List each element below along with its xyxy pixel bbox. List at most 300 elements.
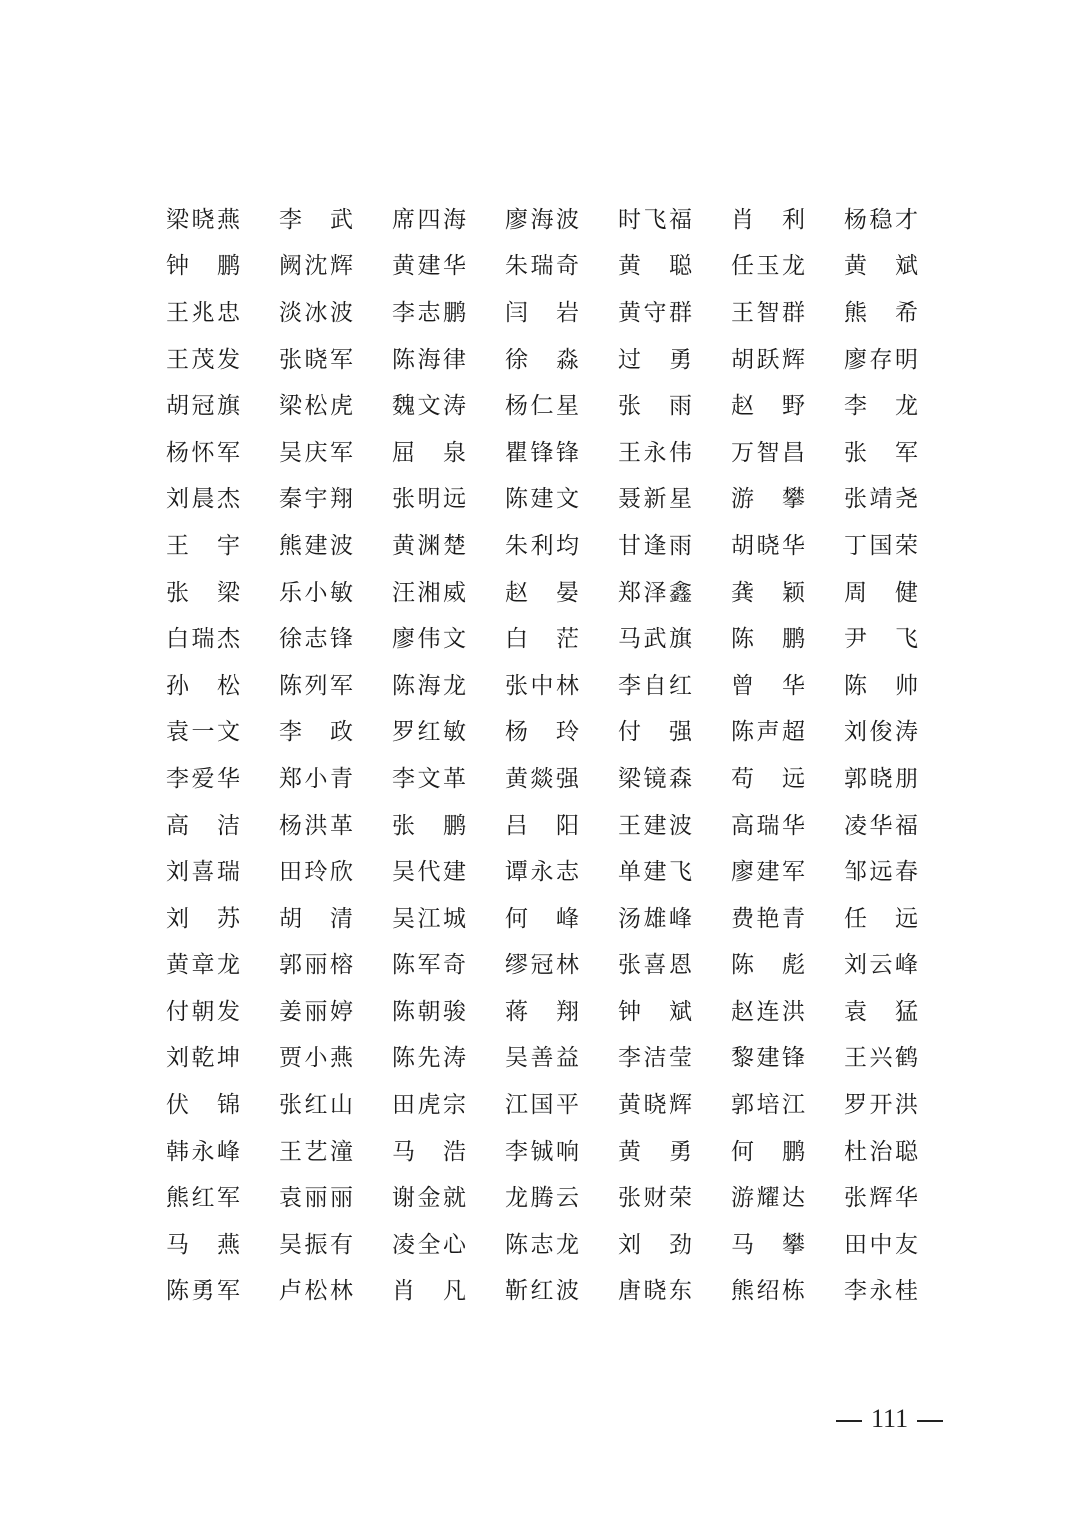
name-entry — [618, 628, 731, 651]
name-entry — [731, 765, 844, 792]
name-text: 张 中 林 — [505, 672, 579, 699]
name-text: 龚 颖 — [731, 579, 805, 606]
name-text: 游 攀 — [731, 486, 805, 513]
name-text: 郭 晓 朋 — [844, 765, 918, 792]
name-entry — [505, 488, 618, 511]
name-entry — [505, 1231, 618, 1258]
name-entry — [731, 488, 844, 511]
name-text: 田 虎 宗 — [392, 1092, 466, 1119]
name-entry — [392, 812, 505, 839]
name-row — [166, 383, 926, 430]
name-text: 张 军 — [844, 439, 918, 466]
name-entry — [166, 998, 279, 1025]
name-entry — [505, 721, 618, 744]
name-text: 黄 燚 强 — [505, 765, 579, 792]
name-text: 陈 列 军 — [279, 672, 353, 699]
page-number-value: 111 — [871, 1404, 909, 1433]
name-entry — [505, 299, 618, 326]
name-text: 淡 冰 波 — [279, 299, 353, 326]
name-text: 吴 代 建 — [392, 859, 466, 886]
name-text: 任 玉 龙 — [731, 253, 805, 280]
name-text: 吕 阳 — [505, 812, 579, 839]
name-text: 黄 建 华 — [392, 253, 466, 280]
name-text: 王 茂 发 — [166, 346, 240, 373]
name-text: 卢 松 林 — [279, 1278, 353, 1305]
name-entry — [505, 579, 618, 606]
name-row — [166, 849, 926, 896]
name-text: 刘 喜 瑞 — [166, 859, 240, 886]
name-entry — [279, 1138, 392, 1165]
name-entry — [392, 395, 505, 418]
name-entry — [618, 861, 731, 884]
name-entry — [844, 488, 957, 511]
name-text: 王 宇 — [166, 532, 240, 559]
name-row — [166, 803, 926, 850]
name-entry — [392, 299, 505, 326]
name-text: 王 智 群 — [731, 299, 805, 326]
name-entry — [392, 206, 505, 233]
name-text: 黄 晓 辉 — [618, 1092, 692, 1119]
name-text: 胡 晓 华 — [731, 532, 805, 559]
page-number — [827, 1404, 952, 1434]
name-entry — [731, 532, 844, 559]
name-text: 李 武 — [279, 206, 353, 233]
name-text: 陈 朝 骏 — [392, 998, 466, 1025]
name-text: 王 兴 鹤 — [844, 1045, 918, 1072]
name-entry — [392, 346, 505, 373]
name-text: 吴 庆 军 — [279, 439, 353, 466]
name-entry — [844, 954, 957, 977]
name-entry — [505, 672, 618, 699]
name-text: 郑 泽 鑫 — [618, 579, 692, 606]
name-row — [166, 244, 926, 291]
name-text: 李 永 桂 — [844, 1278, 918, 1305]
name-entry — [166, 628, 279, 651]
name-text: 陈 鹏 — [731, 626, 805, 653]
name-entry — [166, 812, 279, 839]
name-entry — [279, 1231, 392, 1258]
name-text: 吴 江 城 — [392, 905, 466, 932]
name-text: 聂 新 星 — [618, 486, 692, 513]
name-entry — [618, 765, 731, 792]
name-entry — [731, 206, 844, 233]
name-text: 王 建 波 — [618, 812, 692, 839]
name-text: 廖 伟 文 — [392, 626, 466, 653]
name-entry — [392, 721, 505, 744]
name-entry — [844, 628, 957, 651]
name-entry — [731, 1094, 844, 1117]
name-text: 尹 飞 — [844, 626, 918, 653]
name-text: 张 红 山 — [279, 1092, 353, 1119]
name-text: 胡 跃 辉 — [731, 346, 805, 373]
name-entry — [279, 721, 392, 744]
name-entry — [505, 346, 618, 373]
name-text: 闫 岩 — [505, 299, 579, 326]
name-row — [166, 337, 926, 384]
name-entry — [844, 1047, 957, 1070]
name-text: 罗 红 敏 — [392, 719, 466, 746]
name-text: 张 靖 尧 — [844, 486, 918, 513]
name-row — [166, 290, 926, 337]
name-text: 邹 远 春 — [844, 859, 918, 886]
name-text: 凌 全 心 — [392, 1231, 466, 1258]
name-entry — [731, 1231, 844, 1258]
name-entry — [844, 299, 957, 326]
name-entry — [166, 1187, 279, 1210]
name-entry — [844, 395, 957, 418]
name-row — [166, 1269, 926, 1316]
name-entry — [279, 299, 392, 326]
name-text: 陈 军 奇 — [392, 952, 466, 979]
name-entry — [505, 1047, 618, 1070]
name-entry — [844, 255, 957, 278]
name-entry — [618, 672, 731, 699]
name-entry — [392, 765, 505, 792]
name-text: 万 智 昌 — [731, 439, 805, 466]
name-entry — [844, 1187, 957, 1210]
name-text: 魏 文 涛 — [392, 393, 466, 420]
name-text: 朱 瑞 奇 — [505, 253, 579, 280]
name-text: 周 健 — [844, 579, 918, 606]
name-text: 李 政 — [279, 719, 353, 746]
name-entry — [844, 905, 957, 932]
name-entry — [392, 1187, 505, 1210]
name-entry — [618, 299, 731, 326]
name-entry — [731, 1280, 844, 1303]
name-text: 李 自 红 — [618, 672, 692, 699]
name-text: 汤 雄 峰 — [618, 905, 692, 932]
name-text: 王 兆 忠 — [166, 299, 240, 326]
name-text: 付 强 — [618, 719, 692, 746]
name-row — [166, 430, 926, 477]
name-text: 刘 苏 — [166, 905, 240, 932]
name-entry — [505, 1094, 618, 1117]
name-entry — [279, 765, 392, 792]
name-text: 熊 红 军 — [166, 1185, 240, 1212]
name-text: 黄 聪 — [618, 253, 692, 280]
name-entry — [392, 1231, 505, 1258]
name-text: 李 铖 响 — [505, 1138, 579, 1165]
name-text: 胡 清 — [279, 905, 353, 932]
name-entry — [505, 255, 618, 278]
name-text: 丁 国 荣 — [844, 532, 918, 559]
name-entry — [844, 765, 957, 792]
name-row — [166, 896, 926, 943]
name-row — [166, 756, 926, 803]
name-text: 刘 晨 杰 — [166, 486, 240, 513]
name-entry — [166, 579, 279, 606]
name-text: 马 浩 — [392, 1138, 466, 1165]
name-text: 张 晓 军 — [279, 346, 353, 373]
name-text: 肖 凡 — [392, 1278, 466, 1305]
name-text: 肖 利 — [731, 206, 805, 233]
name-entry — [392, 532, 505, 559]
name-entry — [166, 439, 279, 466]
name-list — [166, 197, 926, 1315]
name-entry — [279, 1187, 392, 1210]
name-text: 梁 松 虎 — [279, 393, 353, 420]
name-entry — [731, 721, 844, 744]
name-entry — [166, 346, 279, 373]
name-text: 付 朝 发 — [166, 998, 240, 1025]
name-entry — [279, 954, 392, 977]
name-text: 王 艺 潼 — [279, 1138, 353, 1165]
name-entry — [731, 395, 844, 418]
name-entry — [166, 1231, 279, 1258]
name-text: 廖 存 明 — [844, 346, 918, 373]
name-text: 高 洁 — [166, 812, 240, 839]
name-entry — [618, 1094, 731, 1117]
name-entry — [279, 579, 392, 606]
name-entry — [731, 861, 844, 884]
name-text: 李 爱 华 — [166, 765, 240, 792]
name-entry — [505, 1187, 618, 1210]
name-entry — [618, 998, 731, 1025]
name-row — [166, 710, 926, 757]
name-entry — [392, 1280, 505, 1303]
name-text: 白 茫 — [505, 626, 579, 653]
name-entry — [618, 395, 731, 418]
name-text: 张 辉 华 — [844, 1185, 918, 1212]
name-entry — [279, 255, 392, 278]
name-entry — [166, 721, 279, 744]
name-text: 曾 华 — [731, 672, 805, 699]
name-text: 屈 泉 — [392, 439, 466, 466]
name-text: 梁 晓 燕 — [166, 206, 240, 233]
name-entry — [166, 954, 279, 977]
name-text: 席 四 海 — [392, 206, 466, 233]
name-row — [166, 477, 926, 524]
name-text: 赵 连 洪 — [731, 998, 805, 1025]
name-text: 陈 声 超 — [731, 719, 805, 746]
name-entry — [618, 579, 731, 606]
name-entry — [618, 346, 731, 373]
name-text: 单 建 飞 — [618, 859, 692, 886]
name-text: 伏 锦 — [166, 1092, 240, 1119]
name-text: 谭 永 志 — [505, 859, 579, 886]
name-text: 白 瑞 杰 — [166, 626, 240, 653]
name-text: 陈 勇 军 — [166, 1278, 240, 1305]
name-text: 汪 湘 威 — [392, 579, 466, 606]
name-entry — [279, 1047, 392, 1070]
name-text: 张 雨 — [618, 393, 692, 420]
name-text: 李 洁 莹 — [618, 1045, 692, 1072]
name-entry — [392, 628, 505, 651]
name-entry — [731, 439, 844, 466]
name-entry — [618, 1231, 731, 1258]
name-text: 马 燕 — [166, 1231, 240, 1258]
name-text: 杨 洪 革 — [279, 812, 353, 839]
name-row — [166, 1175, 926, 1222]
name-entry — [731, 1138, 844, 1165]
name-entry — [731, 255, 844, 278]
name-text: 乐 小 敏 — [279, 579, 353, 606]
name-entry — [844, 206, 957, 233]
name-text: 刘 俊 涛 — [844, 719, 918, 746]
name-text: 廖 建 军 — [731, 859, 805, 886]
name-text: 秦 宇 翔 — [279, 486, 353, 513]
name-entry — [505, 905, 618, 932]
name-entry — [166, 206, 279, 233]
name-entry — [166, 1094, 279, 1117]
name-text: 张 明 远 — [392, 486, 466, 513]
name-row — [166, 663, 926, 710]
name-row — [166, 1222, 926, 1269]
name-entry — [618, 721, 731, 744]
name-entry — [731, 579, 844, 606]
name-text: 孙 松 — [166, 672, 240, 699]
name-text: 郑 小 青 — [279, 765, 353, 792]
name-row — [166, 197, 926, 244]
name-entry — [505, 439, 618, 466]
name-text: 钟 鹏 — [166, 253, 240, 280]
name-text: 刘 劲 — [618, 1231, 692, 1258]
name-entry — [392, 439, 505, 466]
name-text: 廖 海 波 — [505, 206, 579, 233]
name-entry — [279, 1280, 392, 1303]
name-entry — [279, 1094, 392, 1117]
name-entry — [166, 672, 279, 699]
name-text: 袁 丽 丽 — [279, 1185, 353, 1212]
name-entry — [731, 299, 844, 326]
name-entry — [844, 1231, 957, 1258]
name-text: 黎 建 锋 — [731, 1045, 805, 1072]
name-entry — [505, 765, 618, 792]
name-text: 黄 守 群 — [618, 299, 692, 326]
name-text: 吴 善 益 — [505, 1045, 579, 1072]
name-entry — [731, 346, 844, 373]
name-entry — [505, 954, 618, 977]
name-entry — [166, 861, 279, 884]
name-entry — [392, 905, 505, 932]
name-entry — [166, 1280, 279, 1303]
name-entry — [844, 1138, 957, 1165]
name-text: 凌 华 福 — [844, 812, 918, 839]
name-entry — [844, 721, 957, 744]
name-entry — [279, 206, 392, 233]
name-text: 贾 小 燕 — [279, 1045, 353, 1072]
name-entry — [166, 299, 279, 326]
name-text: 郭 丽 榕 — [279, 952, 353, 979]
page-number-dash-left — [836, 1420, 862, 1422]
name-text: 陈 彪 — [731, 952, 805, 979]
name-text: 黄 渊 楚 — [392, 532, 466, 559]
name-text: 时 飞 福 — [618, 206, 692, 233]
name-row — [166, 1036, 926, 1083]
name-entry — [166, 488, 279, 511]
name-text: 罗 开 洪 — [844, 1092, 918, 1119]
name-entry — [505, 1280, 618, 1303]
name-text: 钟 斌 — [618, 998, 692, 1025]
name-entry — [279, 672, 392, 699]
name-text: 陈 海 律 — [392, 346, 466, 373]
name-entry — [166, 1047, 279, 1070]
name-entry — [844, 346, 957, 373]
name-text: 李 龙 — [844, 393, 918, 420]
name-row — [166, 989, 926, 1036]
name-entry — [844, 861, 957, 884]
page-number-dash-right — [917, 1420, 943, 1422]
name-entry — [392, 579, 505, 606]
name-entry — [505, 206, 618, 233]
name-text: 阙 沈 辉 — [279, 253, 353, 280]
name-text: 陈 建 文 — [505, 486, 579, 513]
name-entry — [166, 905, 279, 932]
name-row — [166, 1129, 926, 1176]
name-text: 唐 晓 东 — [618, 1278, 692, 1305]
name-text: 缪 冠 林 — [505, 952, 579, 979]
name-entry — [279, 861, 392, 884]
name-row — [166, 523, 926, 570]
name-text: 赵 晏 — [505, 579, 579, 606]
name-text: 熊 建 波 — [279, 532, 353, 559]
name-entry — [731, 812, 844, 839]
name-entry — [618, 905, 731, 932]
name-text: 姜 丽 婷 — [279, 998, 353, 1025]
name-text: 袁 一 文 — [166, 719, 240, 746]
name-entry — [618, 1280, 731, 1303]
name-text: 田 玲 欣 — [279, 859, 353, 886]
name-text: 田 中 友 — [844, 1231, 918, 1258]
name-text: 李 文 革 — [392, 765, 466, 792]
name-entry — [166, 532, 279, 559]
name-text: 蒋 翔 — [505, 998, 579, 1025]
name-entry — [279, 488, 392, 511]
name-text: 何 峰 — [505, 905, 579, 932]
name-text: 杨 怀 军 — [166, 439, 240, 466]
name-entry — [844, 1280, 957, 1303]
name-text: 熊 绍 栋 — [731, 1278, 805, 1305]
name-entry — [844, 998, 957, 1025]
name-text: 江 国 平 — [505, 1092, 579, 1119]
name-entry — [166, 765, 279, 792]
name-entry — [505, 532, 618, 559]
name-text: 熊 希 — [844, 299, 918, 326]
name-entry — [392, 1138, 505, 1165]
name-text: 张 梁 — [166, 579, 240, 606]
name-text: 陈 海 龙 — [392, 672, 466, 699]
name-text: 杨 玲 — [505, 719, 579, 746]
name-entry — [618, 532, 731, 559]
name-entry — [731, 954, 844, 977]
name-row — [166, 570, 926, 617]
name-text: 郭 培 江 — [731, 1092, 805, 1119]
name-text: 王 永 伟 — [618, 439, 692, 466]
name-entry — [618, 1047, 731, 1070]
name-entry — [505, 1138, 618, 1165]
name-text: 吴 振 有 — [279, 1231, 353, 1258]
name-entry — [392, 1047, 505, 1070]
name-entry — [844, 439, 957, 466]
name-text: 靳 红 波 — [505, 1278, 579, 1305]
name-entry — [505, 812, 618, 839]
name-text: 苟 远 — [731, 765, 805, 792]
name-entry — [731, 998, 844, 1025]
name-row — [166, 616, 926, 663]
name-entry — [731, 905, 844, 932]
name-entry — [505, 395, 618, 418]
name-text: 张 喜 恩 — [618, 952, 692, 979]
name-text: 龙 腾 云 — [505, 1185, 579, 1212]
name-text: 徐 志 锋 — [279, 626, 353, 653]
name-text: 刘 乾 坤 — [166, 1045, 240, 1072]
name-text: 瞿 锋 锋 — [505, 439, 579, 466]
name-entry — [279, 812, 392, 839]
name-text: 马 攀 — [731, 1231, 805, 1258]
name-text: 杨 仁 星 — [505, 393, 579, 420]
name-entry — [731, 1187, 844, 1210]
name-entry — [279, 905, 392, 932]
